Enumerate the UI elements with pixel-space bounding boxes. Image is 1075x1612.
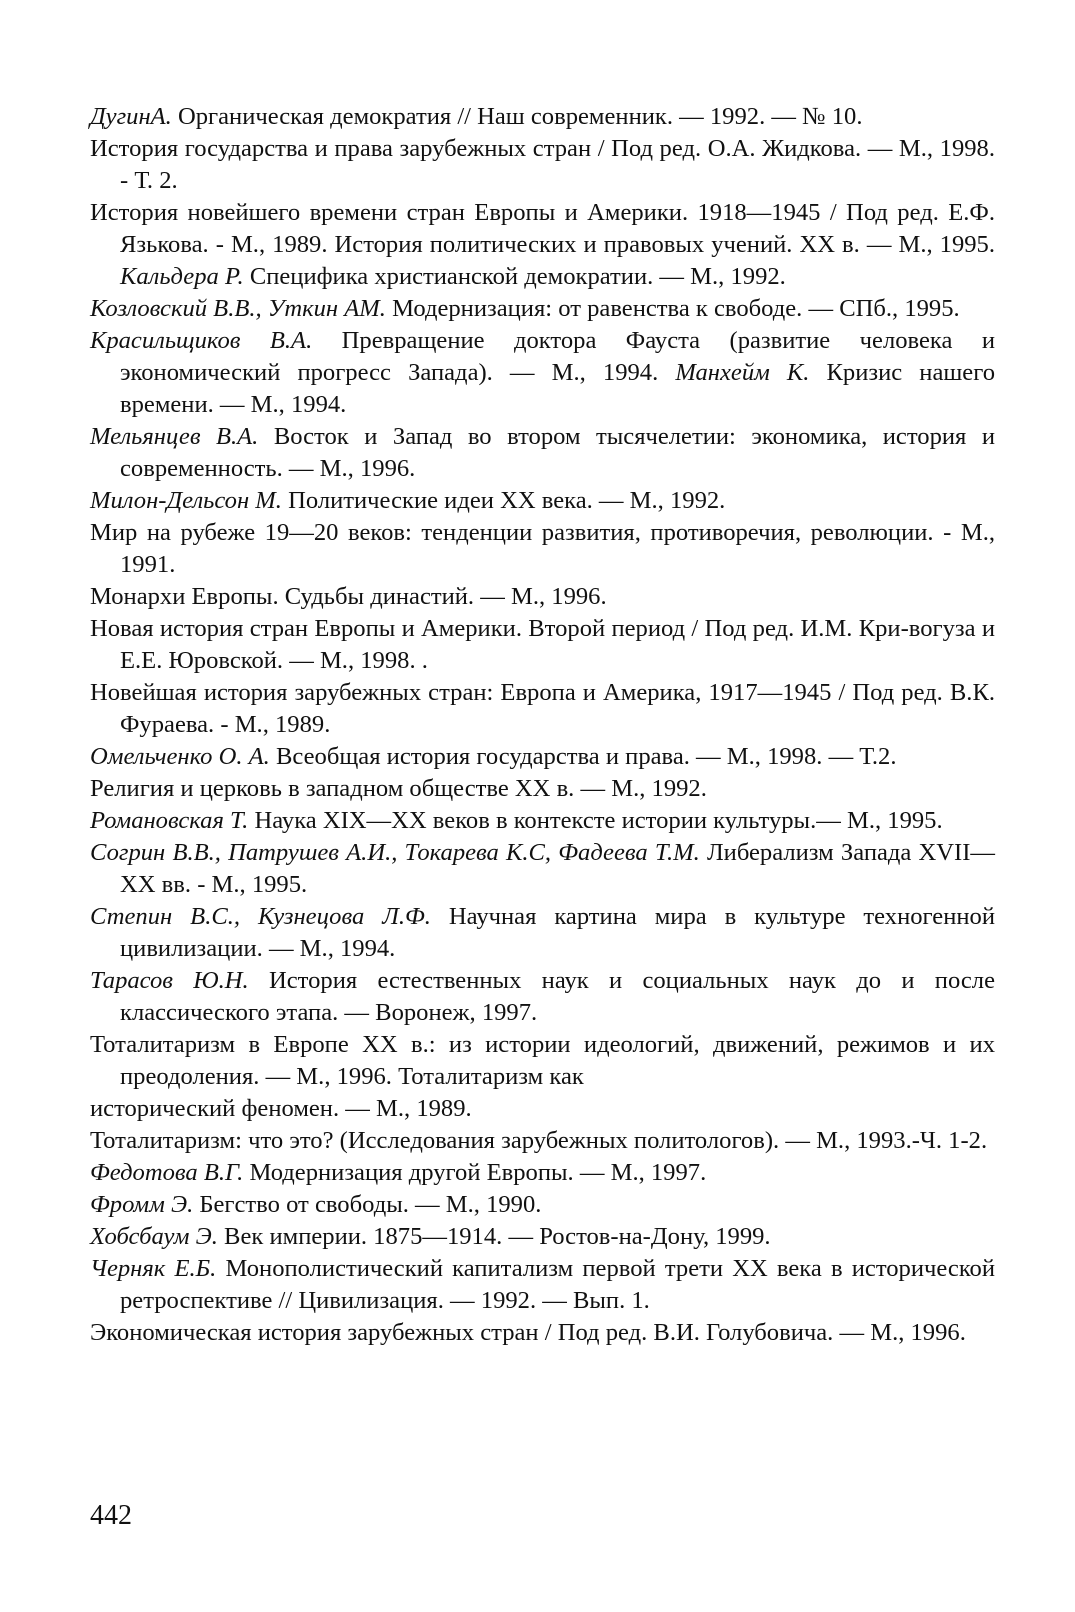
- entry-author: Милон-Дельсон М.: [90, 487, 282, 514]
- bibliography-entry: [90, 965, 995, 1029]
- bibliography-entry: [90, 485, 995, 517]
- bibliography-entry: [90, 677, 995, 741]
- entry-text: Бегство от свободы. — М., 1990.: [199, 1191, 542, 1218]
- bibliography-entry: [90, 133, 995, 197]
- entry-author: Омельченко О. А.: [90, 743, 270, 770]
- entry-text: исторический феномен. — М., 1989.: [90, 1095, 472, 1122]
- bibliography-entry: [90, 1157, 995, 1189]
- entry-author: Козловский В.В., Уткин АМ.: [90, 295, 386, 322]
- page-number: 442: [90, 1500, 132, 1531]
- bibliography-entry: [90, 613, 995, 677]
- bibliography-entry: [90, 741, 995, 773]
- entry-text: Экономическая история зарубежных стран / Под ред. В.И. Голубовича. — М., 1996.: [90, 1319, 966, 1346]
- entry-author: Тарасов Ю.Н.: [90, 967, 249, 994]
- entry-text: Новая история стран Европы и Америки. Второй период / Под ред. И.М. Кри-вогуза и Е.Е. Юровской. — М., 1998. .: [90, 615, 995, 674]
- bibliography-entry: [90, 293, 995, 325]
- bibliography-entry: [90, 1189, 995, 1221]
- entry-author: Согрин В.В., Патрушев А.И., Токарева К.С, Фадеева Т.М.: [90, 839, 700, 866]
- entry-text: Всеобщая история государства и права. — М., 1998. — Т.2.: [276, 743, 897, 770]
- entry-text: Научная картина мира в культуре техногенной цивилизации. — М., 1994.: [120, 903, 995, 962]
- bibliography-entry: [90, 1253, 995, 1317]
- entry-text: Монополистический капитализм первой трети XX века в исторической ретроспективе // Цивилизация. — 1992. — Вып. 1.: [120, 1255, 995, 1314]
- entry-text: История государства и права зарубежных стран / Под ред. О.А. Жидкова. — М., 1998. - Т. 2.: [90, 135, 995, 194]
- entry-text: Новейшая история зарубежных стран: Европа и Америка, 1917—1945 / Под ред. В.К. Фураева. - М., 1989.: [90, 679, 995, 738]
- bibliography-entry: [90, 1093, 995, 1125]
- entry-text: Кризис нашего времени. — М., 1994.: [120, 359, 995, 418]
- entry-text: Либерализм Запада XVII—XX вв. - М., 1995.: [120, 839, 995, 898]
- entry-text: Специфика христианской демократии. — М., 1992.: [249, 263, 786, 290]
- bibliography-entry: [90, 805, 995, 837]
- entry-text: Тоталитаризм в Европе XX в.: из истории идеологий, движений, режимов и их преодоления. — М., 1996. Тоталитаризм как: [90, 1031, 995, 1090]
- entry-text: Тоталитаризм: что это? (Исследования зарубежных политологов). — М., 1993.-Ч. 1-2.: [90, 1127, 988, 1154]
- entry-author: Федотова В.Г.: [90, 1159, 244, 1186]
- entry-text: Наука XIX—XX веков в контексте истории культуры.— М., 1995.: [254, 807, 943, 834]
- entry-text: Органическая демократия // Наш современник. — 1992. — № 10.: [177, 103, 863, 130]
- entry-author: Красильщиков В.А.: [90, 327, 313, 354]
- entry-text: Мир на рубеже 19—20 веков: тенденции развития, противоречия, революции. - М., 1991.: [90, 519, 995, 578]
- entry-author: Фромм Э.: [90, 1191, 194, 1218]
- entry-text: Восток и Запад во втором тысячелетии: экономика, история и современность. — М., 1996.: [120, 423, 995, 482]
- bibliography-entry: [90, 1317, 995, 1349]
- entry-text: История естественных наук и социальных наук до и после классического этапа. — Воронеж, 1997.: [120, 967, 995, 1026]
- entry-author: ДугинА.: [90, 103, 172, 130]
- entry-text: Религия и церковь в западном обществе XX в. — М., 1992.: [90, 775, 707, 802]
- bibliography-entry: [90, 1029, 995, 1093]
- entry-author: Хобсбаум Э.: [90, 1223, 218, 1250]
- bibliography-entry: [90, 197, 995, 293]
- entry-text: Модернизация: от равенства к свободе. — СПб., 1995.: [392, 295, 960, 322]
- entry-text: Превращение доктора Фауста (развитие человека и экономический прогресс Запада). — М., 1994.: [120, 327, 995, 386]
- entry-text: Модернизация другой Европы. — М., 1997.: [249, 1159, 707, 1186]
- entry-author: Манхейм К.: [675, 359, 810, 386]
- bibliography-entry: [90, 581, 995, 613]
- bibliography-entry: [90, 101, 995, 133]
- bibliography-entry: [90, 325, 995, 421]
- entry-text: Монархи Европы. Судьбы династий. — М., 1996.: [90, 583, 607, 610]
- entry-author: Кальдера Р.: [120, 263, 244, 290]
- bibliography-entry: [90, 1125, 995, 1157]
- entry-text: История новейшего времени стран Европы и Америки. 1918—1945 / Под ред. Е.Ф. Язькова. - М., 1989. История политических и правовых учений. XX в. — М., 1995.: [90, 199, 995, 258]
- bibliography-entry: [90, 837, 995, 901]
- bibliography-list: [90, 101, 995, 1349]
- entry-author: Романовская Т.: [90, 807, 249, 834]
- bibliography-entry: [90, 421, 995, 485]
- entry-text: Политические идеи XX века. — М., 1992.: [288, 487, 726, 514]
- entry-author: Степин В.С., Кузнецова Л.Ф.: [90, 903, 431, 930]
- entry-author: Мельянцев В.А.: [90, 423, 259, 450]
- bibliography-entry: [90, 1221, 995, 1253]
- bibliography-entry: [90, 773, 995, 805]
- bibliography-entry: [90, 901, 995, 965]
- entry-author: Черняк Е.Б.: [90, 1255, 217, 1282]
- entry-text: Век империи. 1875—1914. — Ростов-на-Дону, 1999.: [224, 1223, 771, 1250]
- bibliography-entry: [90, 517, 995, 581]
